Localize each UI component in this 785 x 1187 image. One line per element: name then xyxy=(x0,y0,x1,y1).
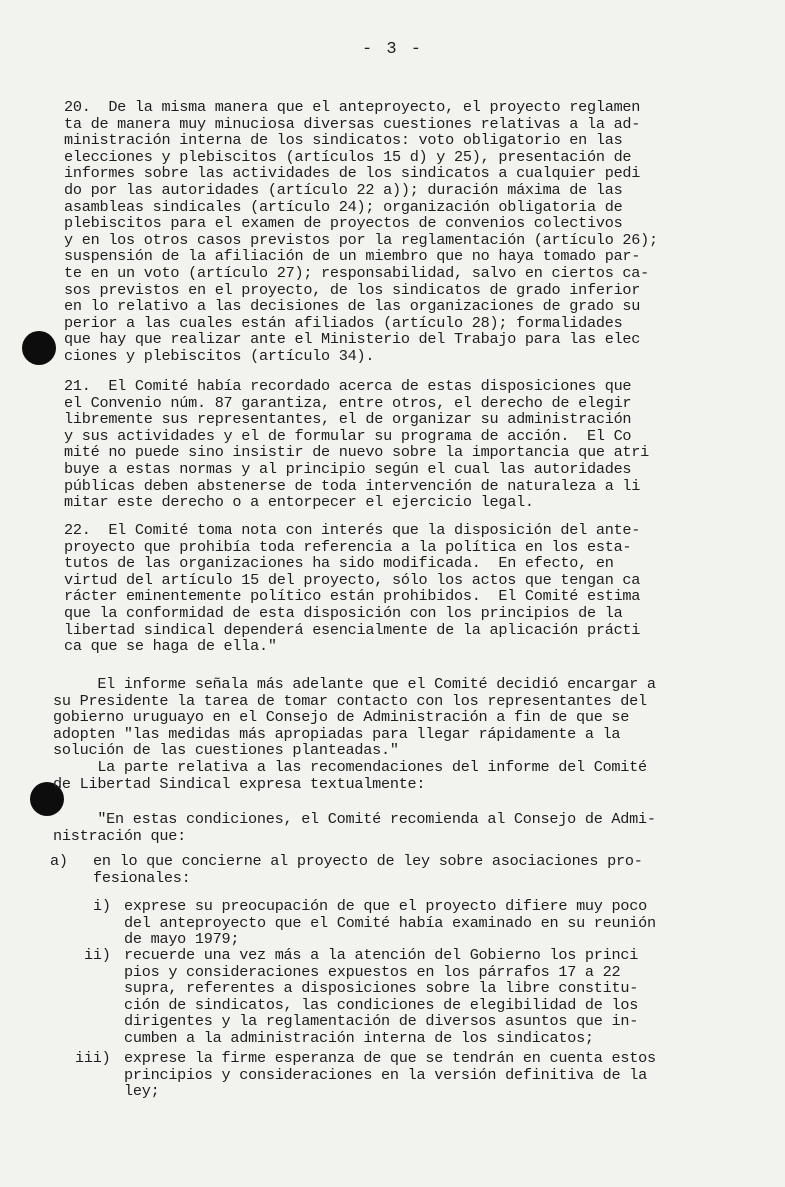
text-line: pios y consideraciones expuestos en los párrafos 17 a 22 xyxy=(124,962,621,981)
text-line: supra, referentes a disposiciones sobre la libre constitu- xyxy=(124,979,639,998)
paragraph-20 xyxy=(64,99,658,365)
text-line: libertad sindical dependerá esencialmente de la aplicación prácti xyxy=(64,620,641,639)
text-line: ley; xyxy=(124,1082,160,1101)
text-line: te en un voto (artículo 27); responsabilidad, salvo en ciertos ca- xyxy=(64,263,650,282)
item-a-text xyxy=(93,853,643,886)
text-line: libremente sus representantes, el de organizar su administración xyxy=(64,410,632,429)
text-line: ciones y plebiscitos (artículo 34). xyxy=(64,346,375,365)
text-line: asambleas sindicales (artículo 24); organización obligatoria de xyxy=(64,197,623,216)
text-line: y sus actividades y el de formular su programa de acción. El Co xyxy=(64,426,632,445)
paragraph-21 xyxy=(64,378,649,511)
text-line: elecciones y plebiscitos (artículos 15 d) y 25), presentación de xyxy=(64,147,632,166)
text-line: de Libertad Sindical expresa textualmente: xyxy=(53,774,426,793)
text-line: en lo relativo a las decisiones de las organizaciones de grado su xyxy=(64,297,641,316)
text-line: 21. El Comité había recordado acerca de estas disposiciones que xyxy=(64,377,632,395)
page-number: - 3 - xyxy=(361,40,423,59)
text-line: ción de sindicatos, las condiciones de elegibilidad de los xyxy=(124,995,639,1014)
text-line: plebiscitos para el examen de proyectos de convenios colectivos xyxy=(64,214,623,233)
item-a-label: a) xyxy=(50,852,68,870)
text-line: do por las autoridades (artículo 22 a)); duración máxima de las xyxy=(64,180,623,199)
punch-hole-upper xyxy=(22,331,56,365)
text-line: de mayo 1979; xyxy=(124,930,240,949)
text-line: sos previstos en el proyecto, de los sindicatos de grado inferior xyxy=(64,280,641,299)
text-line: virtud del artículo 15 del proyecto, sólo los actos que tengan ca xyxy=(64,570,641,589)
text-line: "En estas condiciones, el Comité recomienda al Consejo de Admi- xyxy=(53,810,656,828)
text-line: exprese su preocupación de que el proyecto difiere muy poco xyxy=(124,897,647,915)
text-line: que la conformidad de esta disposición con los principios de la xyxy=(64,603,623,622)
text-line: nistración que: xyxy=(53,826,186,845)
subitem-i-text xyxy=(124,898,656,948)
text-line: principios y consideraciones en la versión definitiva de la xyxy=(124,1065,647,1084)
text-line: fesionales: xyxy=(93,868,191,887)
text-line: ministración interna de los sindicatos: voto obligatorio en las xyxy=(64,131,623,150)
text-line: informes sobre las actividades de los sindicatos a cualquier pedi xyxy=(64,164,641,183)
text-line: ta de manera muy minuciosa diversas cuestiones relativas a la ad- xyxy=(64,114,641,133)
paragraph-22 xyxy=(64,522,640,655)
text-line: El informe señala más adelante que el Comité decidió encargar a xyxy=(53,675,656,693)
recomienda-paragraph xyxy=(53,811,656,844)
text-line: rácter eminentemente político están prohibidos. El Comité estima xyxy=(64,587,641,606)
text-line: solución de las cuestiones planteadas." xyxy=(53,741,399,760)
subitem-ii-text xyxy=(124,947,638,1047)
text-line: y en los otros casos previstos por la reglamentación (artículo 26); xyxy=(64,230,658,249)
text-line: cumben a la administración interna de los sindicatos; xyxy=(124,1028,594,1047)
text-line: proyecto que prohibía toda referencia a la política en los esta- xyxy=(64,537,632,556)
text-line: que hay que realizar ante el Ministerio del Trabajo para las elec xyxy=(64,330,641,349)
subitem-i-label: i) xyxy=(93,897,111,915)
text-line: suspensión de la afiliación de un miembro que no haya tomado par- xyxy=(64,247,641,266)
subitem-iii-label: iii) xyxy=(75,1049,111,1067)
text-line: exprese la firme esperanza de que se tendrán en cuenta estos xyxy=(124,1049,656,1067)
text-line: su Presidente la tarea de tomar contacto con los representantes del xyxy=(53,691,647,710)
text-line: perior a las cuales están afiliados (artículo 28); formalidades xyxy=(64,313,623,332)
text-line: 20. De la misma manera que el anteproyecto, el proyecto reglamen xyxy=(64,98,641,116)
text-line: ca que se haga de ella." xyxy=(64,637,277,656)
text-line: La parte relativa a las recomendaciones del informe del Comité xyxy=(53,757,647,776)
text-line: adopten "las medidas más apropiadas para llegar rápidamente a la xyxy=(53,724,621,743)
text-line: del anteproyecto que el Comité había examinado en su reunión xyxy=(124,913,656,932)
text-line: recuerde una vez más a la atención del Gobierno los princi xyxy=(124,946,639,964)
text-line: dirigentes y la reglamentación de diversos asuntos que in- xyxy=(124,1012,639,1031)
subitem-iii-text xyxy=(124,1050,656,1100)
text-line: 22. El Comité toma nota con interés que la disposición del ante- xyxy=(64,521,641,539)
text-line: el Convenio núm. 87 garantiza, entre otros, el derecho de elegir xyxy=(64,393,632,412)
informe-paragraph xyxy=(53,676,656,792)
text-line: en lo que concierne al proyecto de ley sobre asociaciones pro- xyxy=(93,852,643,870)
text-line: mité no puede sino insistir de nuevo sobre la importancia que atri xyxy=(64,443,650,462)
text-line: buye a estas normas y al principio según el cual las autoridades xyxy=(64,459,632,478)
text-line: tutos de las organizaciones ha sido modificada. En efecto, en xyxy=(64,554,614,573)
subitem-ii-label: ii) xyxy=(84,946,111,964)
text-line: gobierno uruguayo en el Consejo de Administración a fin de que se xyxy=(53,708,630,727)
text-line: mitar este derecho o a entorpecer el ejercicio legal. xyxy=(64,493,534,512)
text-line: públicas deben abstenerse de toda intervención de naturaleza a li xyxy=(64,476,641,495)
